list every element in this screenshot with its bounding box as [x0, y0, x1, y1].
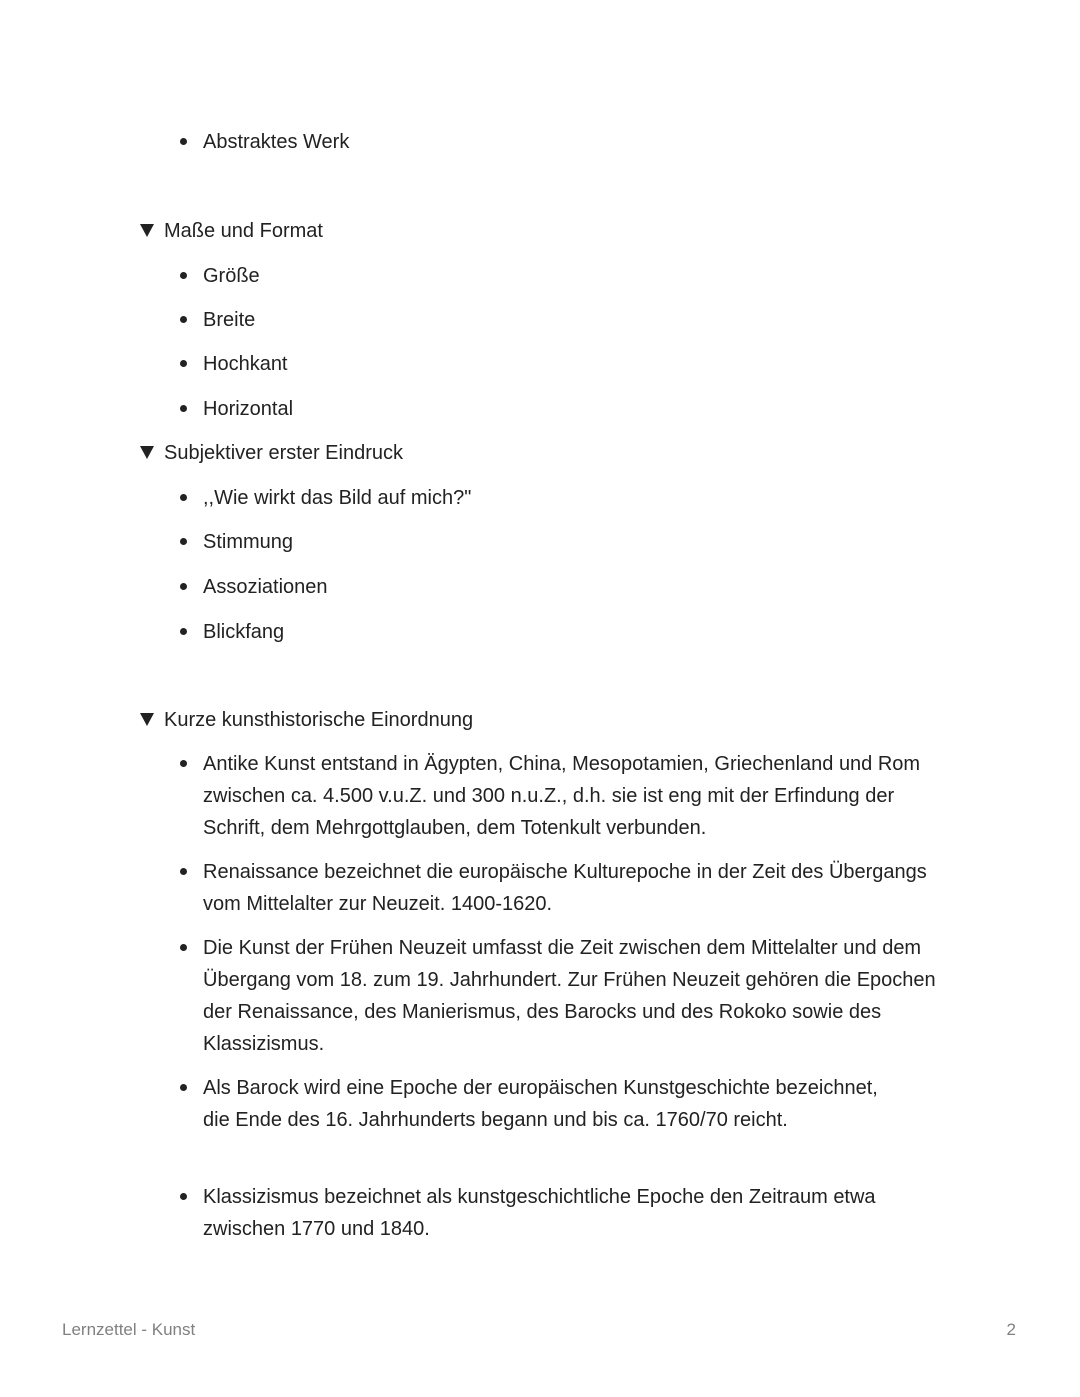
list-item-text: Antike Kunst entstand in Ägypten, China, Mesopotamien, Griechenland und Rom zwischen ca. 4.500 v.u.Z. und 300 n.u.Z., d.h. sie ist eng mit der Erfindung der Schrift, dem Mehrgottglauben, dem Totenkult verbunden. — [203, 753, 921, 839]
list-item-text: Horizontal — [203, 398, 294, 420]
bullet-icon — [180, 944, 187, 951]
list-item-text: Assoziationen — [203, 576, 328, 598]
triangle-down-icon[interactable] — [140, 224, 154, 237]
list-item-text: Abstraktes Werk — [203, 131, 350, 153]
list-item-text: Größe — [203, 265, 260, 287]
bullet-icon — [180, 760, 187, 767]
bullet-icon — [180, 405, 187, 412]
list-item-text: Stimmung — [203, 531, 294, 553]
bullet-icon — [180, 583, 187, 590]
list-item-text: Renaissance bezeichnet die europäische Kulturepoche in der Zeit des Übergangs vom Mittelalter zur Neuzeit. 1400-1620. — [203, 861, 927, 915]
list-item-text: Klassizismus bezeichnet als kunstgeschichtliche Epoche den Zeitraum etwa zwischen 1770 und 1840. — [203, 1186, 876, 1240]
bullet-icon — [180, 1193, 187, 1200]
bullet-icon — [180, 1084, 187, 1091]
footer-document-title: Lernzettel - Kunst — [62, 1320, 196, 1339]
triangle-down-icon[interactable] — [140, 446, 154, 459]
list-item-text: ,,Wie wirkt das Bild auf mich?" — [203, 487, 472, 509]
bullet-icon — [180, 868, 187, 875]
list-item-text: Als Barock wird eine Epoche der europäischen Kunstgeschichte bezeichnet, die Ende des 16. Jahrhunderts begann und bis ca. 1760/70 reicht. — [203, 1077, 878, 1131]
bullet-icon — [180, 316, 187, 323]
list-item-text: Blickfang — [203, 621, 285, 643]
toggle-heading: Subjektiver erster Eindruck — [164, 442, 403, 464]
bullet-icon — [180, 538, 187, 545]
bullet-icon — [180, 360, 187, 367]
toggle-heading: Maße und Format — [164, 220, 323, 242]
bullet-icon — [180, 628, 187, 635]
list-item-text: Hochkant — [203, 353, 288, 375]
bullet-icon — [180, 272, 187, 279]
footer-page-number: 2 — [1006, 1320, 1016, 1339]
list-item-text: Breite — [203, 309, 256, 331]
toggle-heading: Kurze kunsthistorische Einordnung — [164, 709, 474, 731]
bullet-icon — [180, 138, 187, 145]
list-item-text: Die Kunst der Frühen Neuzeit umfasst die Zeit zwischen dem Mittelalter und dem Übergang vom 18. zum 19. Jahrhundert. Zur Frühen Neuzeit gehören die Epochen der Renaissance, des Manierismus, des Barocks und des Rokoko sowie des Klassizismus. — [203, 937, 936, 1055]
triangle-down-icon[interactable] — [140, 713, 154, 726]
bullet-icon — [180, 494, 187, 501]
